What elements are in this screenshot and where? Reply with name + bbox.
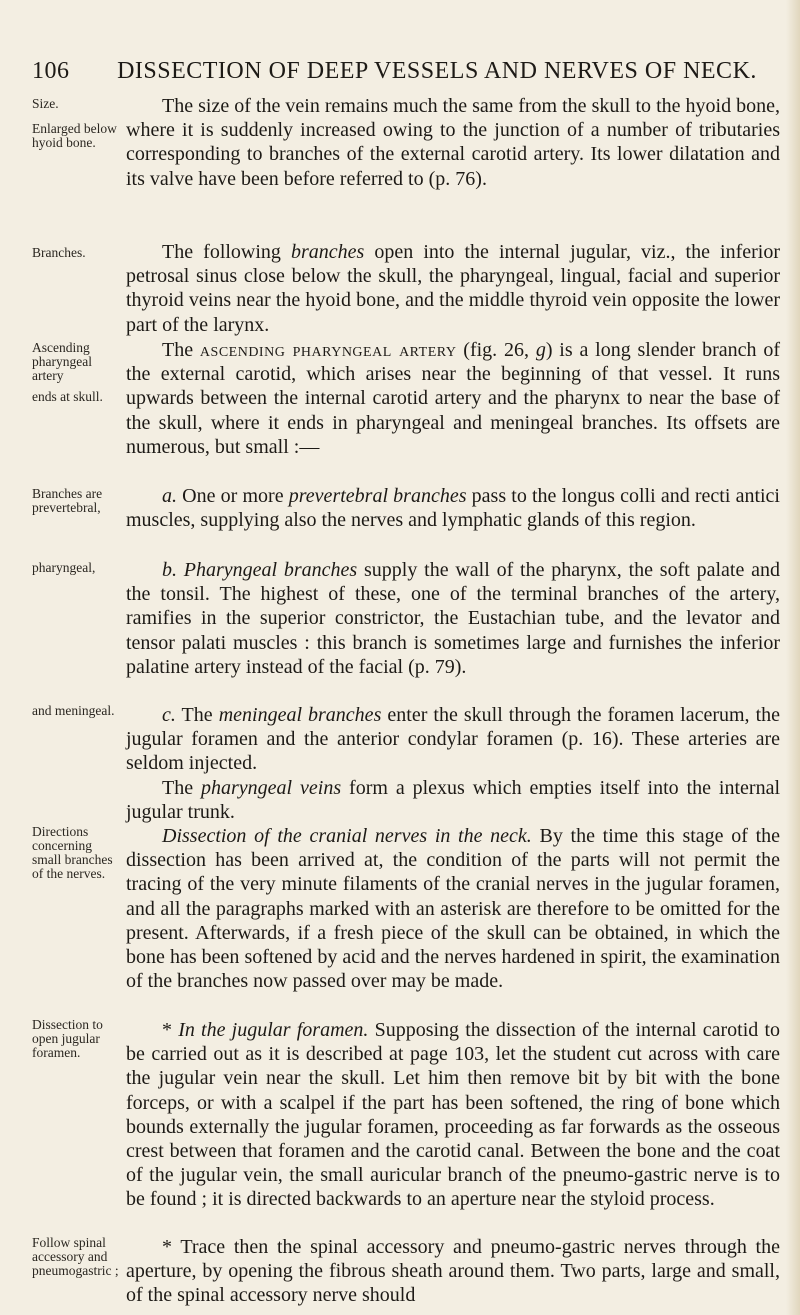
paragraph-vein-size: The size of the vein remains much the same from the skull to the hyoid bone, where it is suddenly increased owing to the junction of a number of tributaries corresponding to branches of the external carotid artery. Its lower dilatation and its valve have been before referred to (p. 76). <box>126 95 780 190</box>
small-caps-term: ascending pharyngeal artery <box>199 339 457 361</box>
text-run: Supposing the dissection of the internal carotid to be carried out as it is described at page 103, let the student cut across with care the jugular vein near the skull. Let him then remove bit by bit with the bone forceps, or with a scalpel if the part has been softened, the ring of bone which bounds externally the jugular foramen, proceeding as far forwards as the osseous crest between that foramen and the carotid canal. Between the bone and the coat of the jugular vein, the small auricular branch of the pneumo-gastric nerve is to be found ; it is directed backwards to an aperture near the styloid process. <box>126 1019 780 1211</box>
page-edge <box>786 0 800 1315</box>
sidenote-ends: ends at skull. <box>32 389 103 404</box>
italic-term: meningeal branches <box>218 704 382 726</box>
sidenote-enlarged: Enlarged below hyoid bone. <box>32 121 117 150</box>
sidenote-size: Size. <box>32 96 59 111</box>
paragraph-meningeal <box>126 703 780 776</box>
text-run: (fig. 26, <box>456 339 536 361</box>
text-run: The <box>162 777 202 799</box>
sidenote-pharyngeal: pharyngeal, <box>32 560 96 575</box>
paragraph-ascending-pharyngeal <box>126 338 780 459</box>
text-run: enter the skull through the foramen lacerum, the jugular foramen and the anterior condylar foramen (p. 16). These arteries are seldom injected. <box>126 704 781 775</box>
text-run: The <box>162 339 200 361</box>
italic-term: branches <box>291 241 365 263</box>
paragraph-branches <box>126 240 780 337</box>
sidenote-prevertebral: Branches are prevertebral, <box>32 486 103 515</box>
text-run: One or more <box>177 485 289 507</box>
italic-term: Pharyngeal branches <box>183 559 358 581</box>
page-number: 106 <box>32 58 70 84</box>
sidenote-follow: Follow spinal accessory and pneumogastric ; <box>32 1235 119 1278</box>
italic-term: pharyngeal veins <box>201 777 342 799</box>
asterisk: * <box>162 1019 179 1041</box>
text-run: open into the internal jugular, viz., the inferior petrosal sinus close below the skull, the pharyngeal, lingual, facial and superior thyroid veins near the hyoid bone, and the middle thyroid vein opposite the lower part of the larynx. <box>126 241 780 336</box>
paragraph-pharyngeal-veins <box>126 776 780 824</box>
running-header <box>32 58 772 90</box>
item-letter: b. <box>162 559 177 581</box>
sidenote-branches: Branches. <box>32 245 86 260</box>
text-run: supply the wall of the pharynx, the soft palate and the tonsil. The highest of these, one of the terminal branches of the artery, ramifies in the superior constrictor, the Eustachian tube, and the levator and tensor palati muscles : this branch is sometimes large and furnishes the inferior palatine artery instead of the facial (p. 79). <box>126 559 780 678</box>
item-letter: a. <box>162 485 177 507</box>
figure-ref: g <box>535 339 546 361</box>
text-run: The following <box>162 241 291 263</box>
paragraph-pharyngeal-branches <box>126 558 780 679</box>
sidenote-directions: Directions concerning small branches of the nerves. <box>32 824 113 881</box>
italic-term: prevertebral branches <box>288 485 467 507</box>
sidenote-ascending: Ascending pharyngeal artery <box>32 340 92 383</box>
paragraph-trace-nerves: * Trace then the spinal accessory and pneumo-gastric nerves through the aperture, by opening the fibrous sheath around them. Two parts, large and small, of the spinal accessory nerve should <box>126 1236 780 1307</box>
text-run: The <box>175 704 219 726</box>
text-run: form a plexus which empties itself into the internal jugular trunk. <box>126 777 781 824</box>
sidenote-dissection: Dissection to open jugular foramen. <box>32 1017 103 1060</box>
paragraph-cranial-nerves <box>126 824 780 993</box>
item-letter: c. <box>162 704 176 726</box>
italic-heading: In the jugular foramen. <box>178 1019 369 1041</box>
text-run: By the time this stage of the dissection has been arrived at, the condition of the parts will not permit the tracing of the very minute filaments of the cranial nerves in the jugular foramen, and all the paragraphs marked with an asterisk are therefore to be omitted for the present. Afterwards, if a fresh piece of the skull can be obtained, in which the bone has been softened by acid and the nerves hardened in spirit, the examination of the branches now passed over may be made. <box>126 825 781 993</box>
text-run: pass to the longus colli and recti antici muscles, supplying also the nerves and lymphatic glands of this region. <box>126 485 780 532</box>
running-title: DISSECTION OF DEEP VESSELS AND NERVES OF NECK. <box>117 58 757 84</box>
sidenote-meningeal: and meningeal. <box>32 703 115 718</box>
italic-heading: Dissection of the cranial nerves in the neck. <box>162 825 532 847</box>
paragraph-prevertebral <box>126 484 780 532</box>
paragraph-jugular-foramen <box>126 1018 780 1212</box>
text-run: ) is a long slender branch of the external carotid, which arises near the beginning of that vessel. It runs upwards between the internal carotid artery and the pharynx to near the base of the skull, where it ends in pharyngeal and meningeal branches. Its offsets are numerous, but small :— <box>126 339 780 458</box>
